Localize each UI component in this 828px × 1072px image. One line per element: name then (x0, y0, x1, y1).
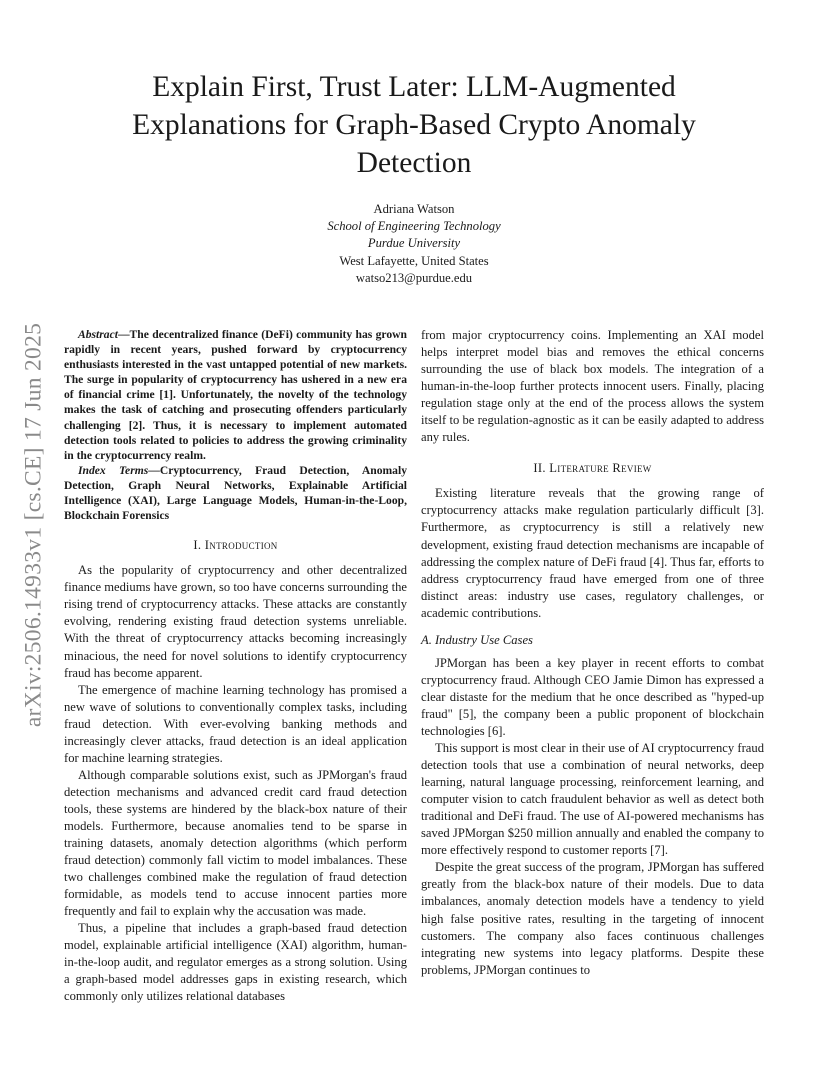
paragraph: JPMorgan has been a key player in recent efforts to combat cryptocurrency fraud. Although CEO Jamie Dimon has expressed a clear distaste for the medium that he once described as "hyped-up fraud" [5], the company been a public proponent of blockchain technologies [6]. (421, 655, 764, 738)
paragraph: Thus, a pipeline that includes a graph-based fraud detection model, explainable artificial intelligence (XAI) algorithm, human-in-the-loop audit, and regulator emerges as a strong solution. Using a graph-based model addresses gaps in existing research, which commonly only utilizes relational databases (64, 921, 407, 1004)
index-terms-text: —Cryptocurrency, Fraud Detection, Anomaly Detection, Graph Neural Networks, Explainable Artificial Intelligence (XAI), Large Language Models, Human-in-the-Loop, Blockchain Forensics (64, 463, 407, 523)
author-location: West Lafayette, United States (339, 253, 489, 268)
paragraph: As the popularity of cryptocurrency and other decentralized finance mediums have grown, so too have concerns surrounding the rising trend of cryptocurrency attacks. These attacks are constantly evolving, rendering existing fraud detection systems unreliable. With the threat of cryptocurrency attacks becoming increasingly minacious, the need for novel solutions to identify cryptocurrency fraud has become apparent. (64, 563, 407, 680)
author-school: School of Engineering Technology (327, 219, 501, 234)
arxiv-identifier-text: arXiv:2506.14933v1 [cs.CE] 17 Jun 2025 (20, 322, 47, 728)
left-column (64, 327, 407, 1005)
paragraph-continued: from major cryptocurrency coins. Implementing an XAI model helps interpret model bias and removes the ethical concerns surrounding the use of black box models. The integration of a human-in-the-loop further protects innocent users. Finally, placing regulation stage only at the end of the process allows the system itself to be regulation-agnostic as it can be easily adapted to address any rules. (421, 328, 764, 445)
author-name: Adriana Watson (373, 202, 455, 216)
section-heading-introduction (64, 537, 407, 554)
section-numeral: I. (193, 538, 202, 553)
index-terms (64, 463, 407, 523)
section-heading-literature-review (421, 460, 764, 477)
section-numeral: II. (533, 461, 546, 476)
author-university: Purdue University (367, 236, 461, 251)
paragraph: Existing literature reveals that the growing range of cryptocurrency attacks make regulation particularly difficult [3]. Furthermore, as cryptocurrency is still a relatively new development, existing fraud detection mechanisms are incapable of addressing the complex nature of DeFi fraud [4]. Thus far, efforts to address cryptocurrency fraud have emerged from one of three distinct areas: industry use cases, regulatory challenges, or academic contributions. (421, 486, 764, 620)
section-title: Literature Review (549, 461, 652, 476)
paper-title: Explain First, Trust Later: LLM-Augmented Explanations for Graph-Based Crypto Anomaly Detection (132, 71, 696, 179)
author-block (214, 201, 614, 287)
abstract-label: Abstract (78, 328, 118, 341)
paragraph: This support is most clear in their use of AI cryptocurrency fraud detection tools that use a combination of neural networks, deep learning, natural language processing, reinforcement learning, and computer vision to catch fraudulent behavior as well as detect both traditional and DeFi fraud. The use of AI-powered mechanisms has saved JPMorgan $250 million annually and enabled the company to more effectively respond to customer reports [7]. (421, 741, 764, 858)
paragraph: The emergence of machine learning technology has promised a new wave of solutions to conventionally complex tasks, including fraud detection. With ever-evolving banking methods and increasingly clever attacks, fraud detection is an ideal application for machine learning strategies. (64, 682, 407, 765)
abstract-text: —The decentralized finance (DeFi) community has grown rapidly in recent years, pushed forward by cryptocurrency enthusiasts interested in the vast untapped potential of new markets. The surge in popularity of cryptocurrency has ushered in a new era of financial crime [1]. Unfortunately, the novelty of the technology makes the task of catching and prosecuting offenders particularly challenging [2]. Thus, it is necessary to implement automated detection tools related to policies to address the growing criminality in the cryptocurrency realm. (64, 328, 407, 462)
index-terms-label: Index Terms (78, 463, 149, 477)
arxiv-identifier (14, 305, 54, 745)
abstract (64, 327, 407, 463)
right-column (421, 327, 764, 979)
paragraph: Despite the great success of the program, JPMorgan has suffered greatly from the black-box nature of their models. Due to data imbalances, anomaly detection models have a tendency to yield high false positive rates, resulting in the targeting of innocent customers. The company also faces continuous challenges integrating new systems into legacy platforms. Despite these problems, JPMorgan continues to (421, 860, 764, 977)
paragraph: Although comparable solutions exist, such as JPMorgan's fraud detection mechanisms and advanced credit card fraud detection tools, these systems are hindered by the black-box nature of their models. Furthermore, because anomalies tend to be sparse in training datasets, anomaly detection algorithms (which perform fraud detection) commonly fall victim to model imbalances. These two challenges combined make the regulation of fraud detection formidable, as models tend to accuse innocent parties more frequently and fail to explain why the accusation was made. (64, 767, 407, 919)
section-title: Introduction (204, 538, 278, 553)
subsection-heading-industry-use-cases: A. Industry Use Cases (421, 632, 533, 647)
author-email: watso213@purdue.edu (355, 270, 473, 285)
